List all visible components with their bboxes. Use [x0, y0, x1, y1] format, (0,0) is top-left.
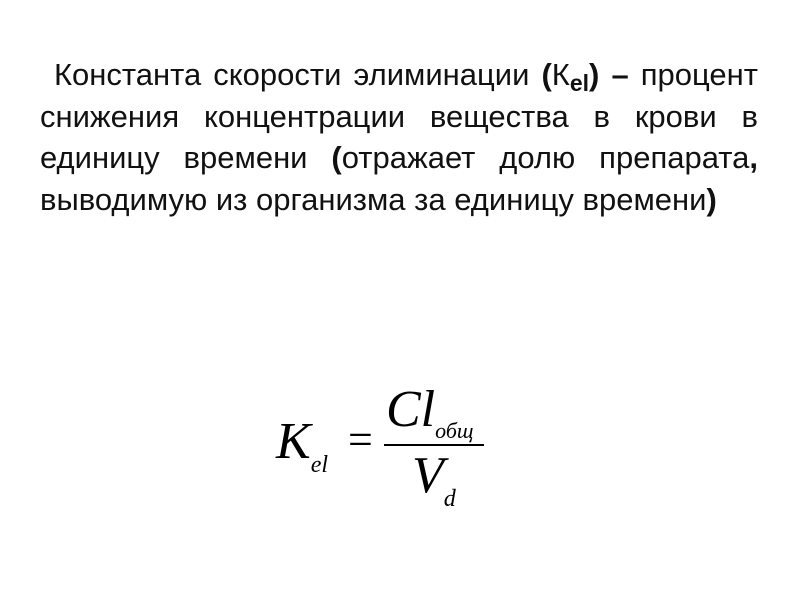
formula-denominator-sub: d	[443, 486, 456, 512]
kel-formula	[276, 378, 496, 512]
open-paren: (	[541, 57, 552, 92]
formula-numerator-main: Cl	[386, 381, 436, 438]
formula-lhs-sub: el	[310, 452, 329, 478]
dash: –	[611, 57, 629, 92]
formula-denominator-main: V	[412, 447, 444, 504]
close-paren: )	[589, 57, 600, 92]
comma: ,	[749, 140, 758, 175]
formula-numerator-sub: общ	[435, 418, 474, 443]
formula-lhs	[276, 413, 329, 491]
symbol-k: К	[551, 57, 570, 92]
formula-lhs-main: K	[276, 413, 311, 470]
close-paren-2: )	[706, 181, 717, 217]
fraction-bar	[384, 444, 484, 446]
definition-text-2: отражает долю препарата	[341, 140, 750, 175]
formula-denominator	[412, 447, 456, 525]
definition-text-3: выводимую из организма за единицу времени	[40, 181, 707, 217]
definition-text-1: процент снижения концентрации вещества в крови в единицу времени	[40, 57, 758, 175]
symbol-k-subscript: el	[569, 70, 590, 96]
open-paren-2: (	[331, 140, 342, 175]
definition-paragraph	[40, 54, 758, 220]
formula-equals: =	[348, 415, 373, 464]
definition-term: Константа скорости элиминации	[54, 57, 530, 92]
